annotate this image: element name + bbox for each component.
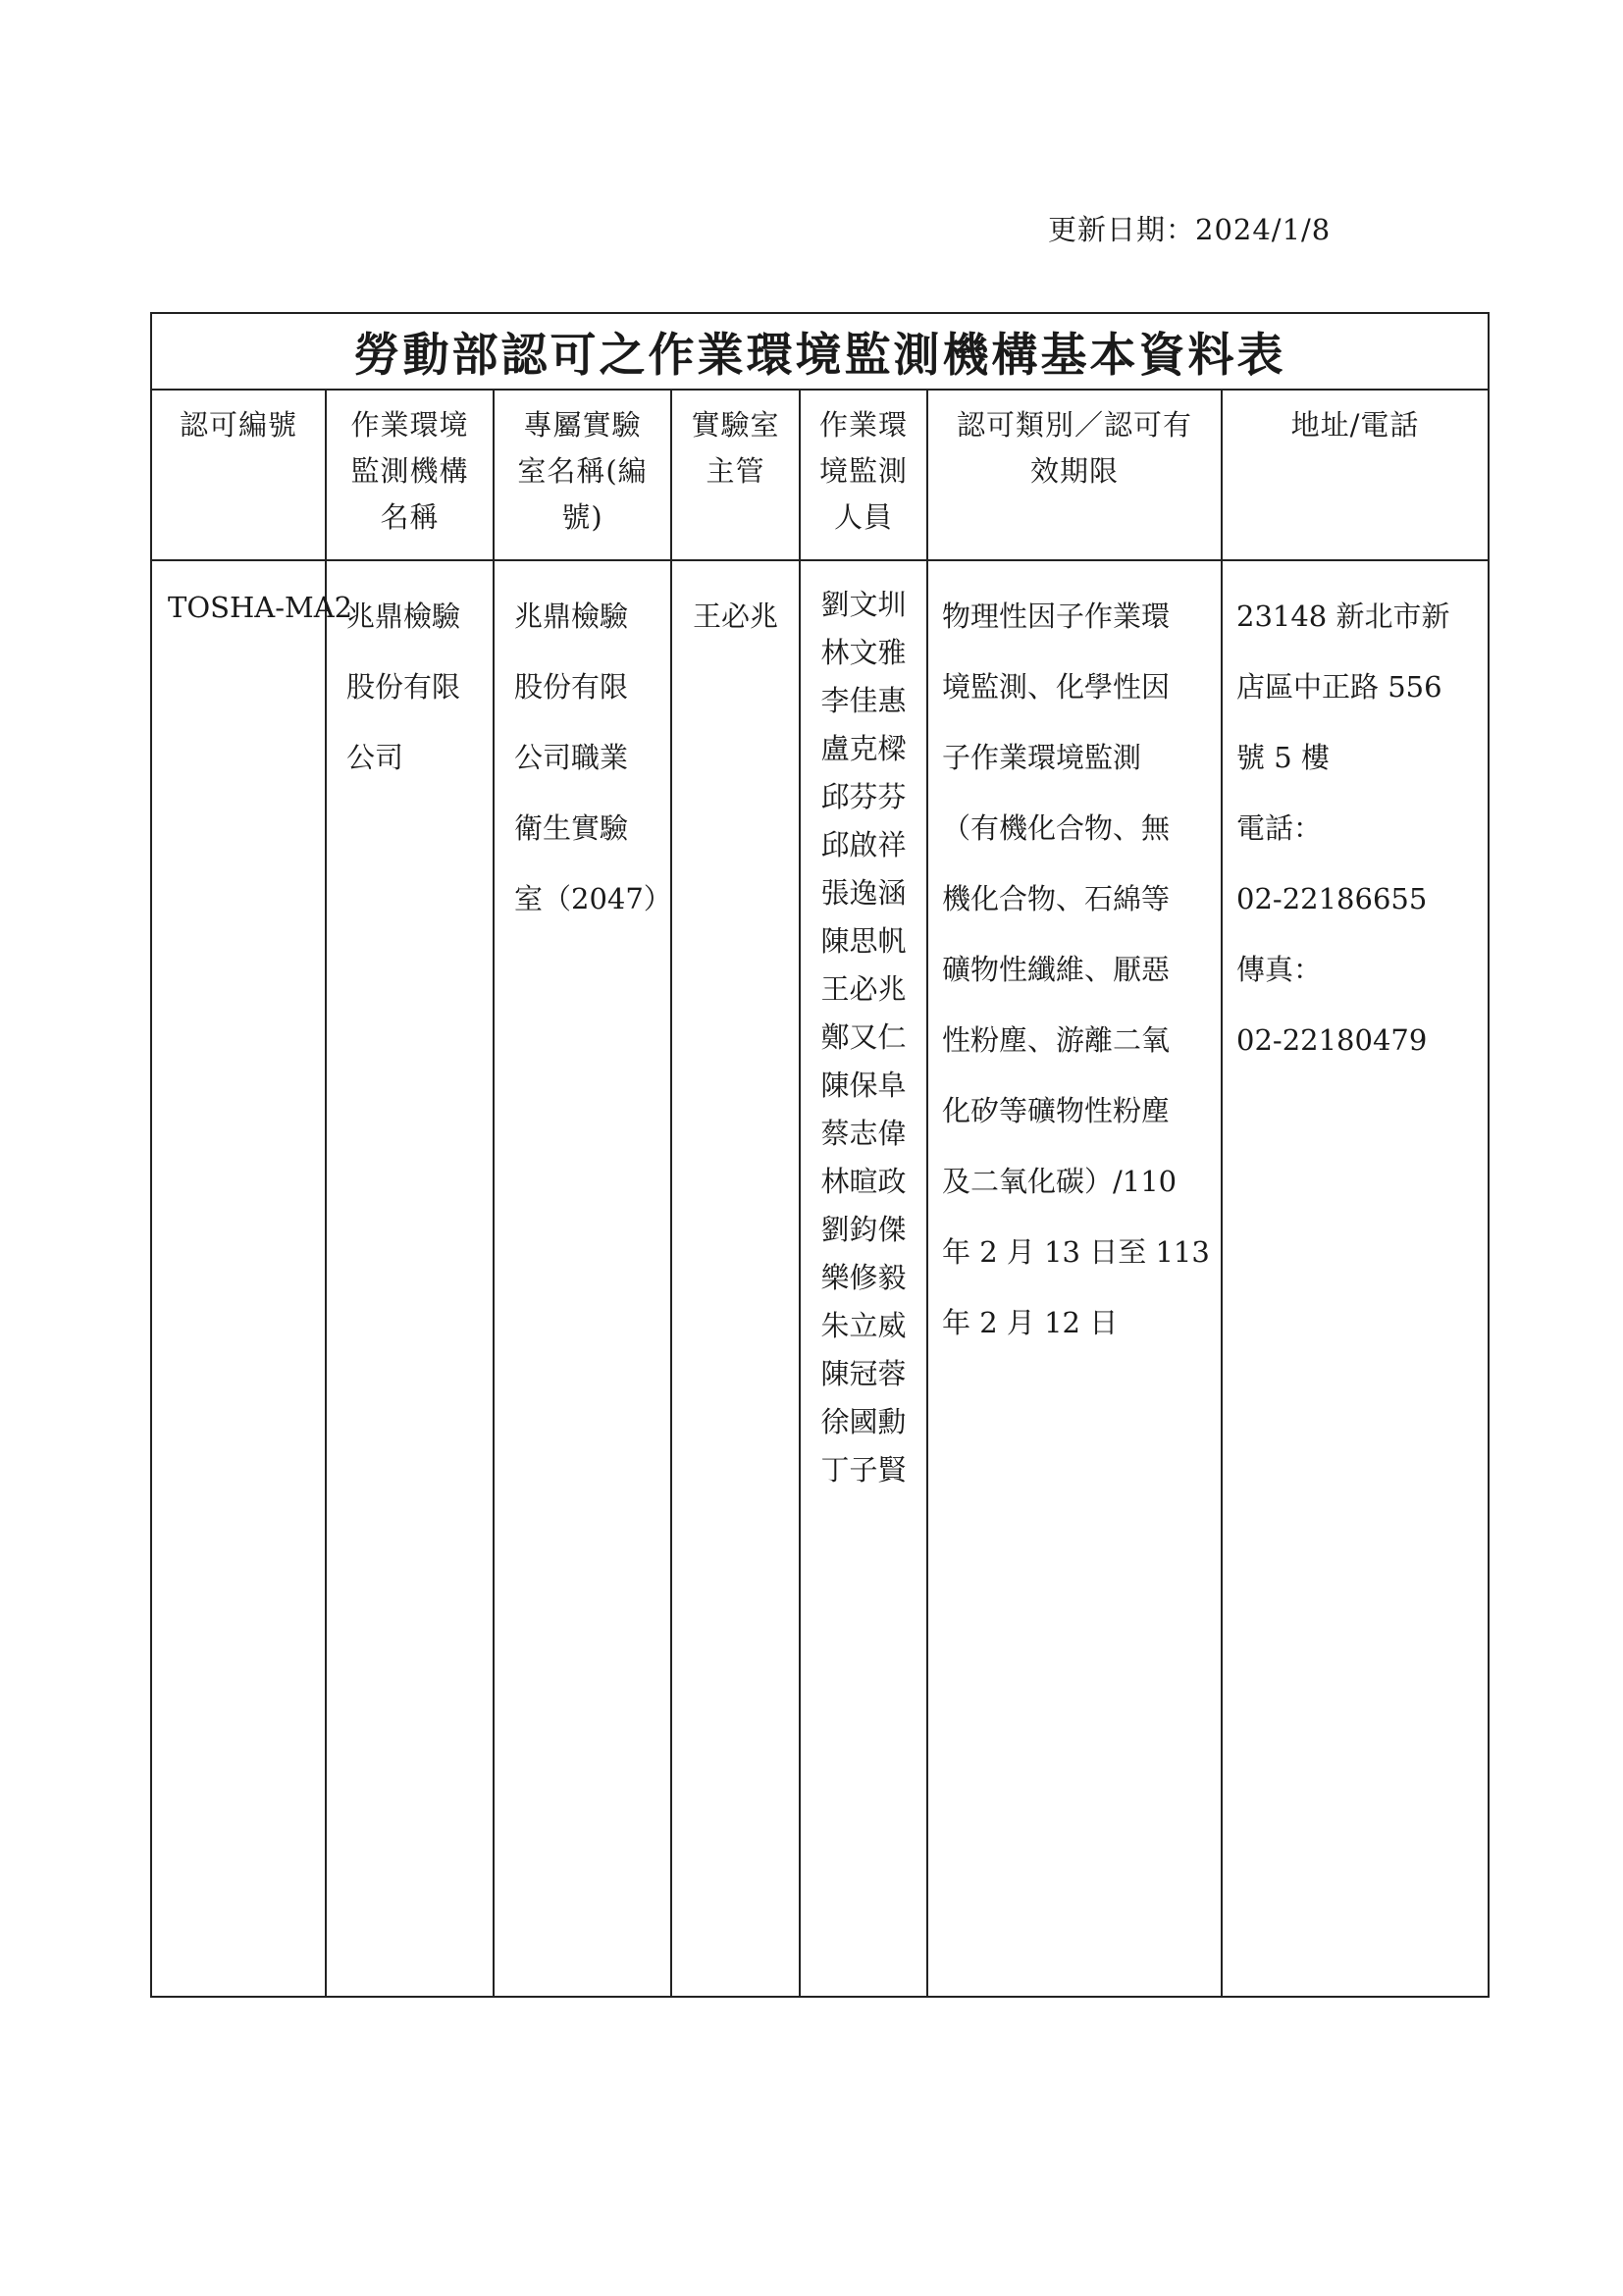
cell-lab-manager: 王必兆 bbox=[671, 560, 800, 1997]
table-row bbox=[151, 560, 1489, 1997]
staff-name: 蔡志偉 bbox=[820, 1117, 907, 1150]
table-title: 勞動部認可之作業環境監測機構基本資料表 bbox=[151, 313, 1489, 390]
tel-label: 電話： bbox=[1236, 811, 1323, 845]
tel-number: 02-22186655 bbox=[1236, 882, 1428, 915]
address-line: 23148 新北市新 bbox=[1236, 600, 1450, 633]
staff-name: 陳保阜 bbox=[820, 1069, 907, 1102]
header-staff: 作業環 境監測 人員 bbox=[800, 390, 927, 560]
staff-name: 林暄政 bbox=[820, 1165, 907, 1198]
cell-lab-name: 兆鼎檢驗 股份有限 公司職業 衛生實驗 室（2047） bbox=[494, 560, 671, 1997]
cell-category: 物理性因子作業環 境監測、化學性因 子作業環境監測 （有機化合物、無 機化合物、石綿等 礦物性纖維、厭惡 性粉塵、游離二氧 化矽等礦物性粉塵 及二氧化碳）/110 年 2 月 13 日至 113 年 2 月 12 日 bbox=[927, 560, 1222, 1997]
cell-staff bbox=[800, 560, 927, 1997]
staff-name: 張逸涵 bbox=[820, 876, 907, 910]
staff-name: 丁子賢 bbox=[820, 1453, 907, 1487]
header-org-name: 作業環境 監測機構 名稱 bbox=[326, 390, 494, 560]
address-line: 號 5 樓 bbox=[1236, 741, 1330, 774]
staff-name: 樂修毅 bbox=[820, 1261, 907, 1294]
staff-name: 邱芬芬 bbox=[820, 780, 907, 813]
staff-name: 邱啟祥 bbox=[820, 828, 907, 861]
header-lab-name: 專屬實驗 室名稱(編 號) bbox=[494, 390, 671, 560]
institution-data-table bbox=[150, 312, 1490, 1998]
staff-name: 王必兆 bbox=[820, 972, 907, 1006]
header-cert-no: 認可編號 bbox=[151, 390, 326, 560]
header-address: 地址/電話 bbox=[1222, 390, 1489, 560]
cell-cert-no: TOSHA-MA2 bbox=[151, 560, 326, 1997]
staff-name: 陳冠蓉 bbox=[820, 1357, 907, 1390]
address-line: 店區中正路 556 bbox=[1236, 670, 1442, 704]
fax-number: 02-22180479 bbox=[1236, 1023, 1428, 1057]
staff-name: 鄭又仁 bbox=[820, 1020, 907, 1054]
table-title-row bbox=[151, 313, 1489, 390]
header-category: 認可類別／認可有 效期限 bbox=[927, 390, 1222, 560]
staff-name: 劉文圳 bbox=[820, 588, 907, 621]
fax-label: 傳真： bbox=[1236, 953, 1323, 986]
cell-address bbox=[1222, 560, 1489, 1997]
staff-name: 盧克樑 bbox=[820, 732, 907, 765]
cell-org-name: 兆鼎檢驗 股份有限 公司 bbox=[326, 560, 494, 1997]
staff-name: 林文雅 bbox=[820, 636, 907, 669]
staff-name: 朱立威 bbox=[820, 1309, 907, 1342]
staff-name: 陳思帆 bbox=[820, 924, 907, 958]
staff-name: 徐國勳 bbox=[820, 1405, 907, 1438]
table-header-row bbox=[151, 390, 1489, 560]
update-date: 更新日期：2024/1/8 bbox=[1048, 213, 1332, 246]
staff-name: 劉鈞傑 bbox=[820, 1213, 907, 1246]
header-lab-manager: 實驗室 主管 bbox=[671, 390, 800, 560]
staff-name: 李佳惠 bbox=[820, 684, 907, 717]
